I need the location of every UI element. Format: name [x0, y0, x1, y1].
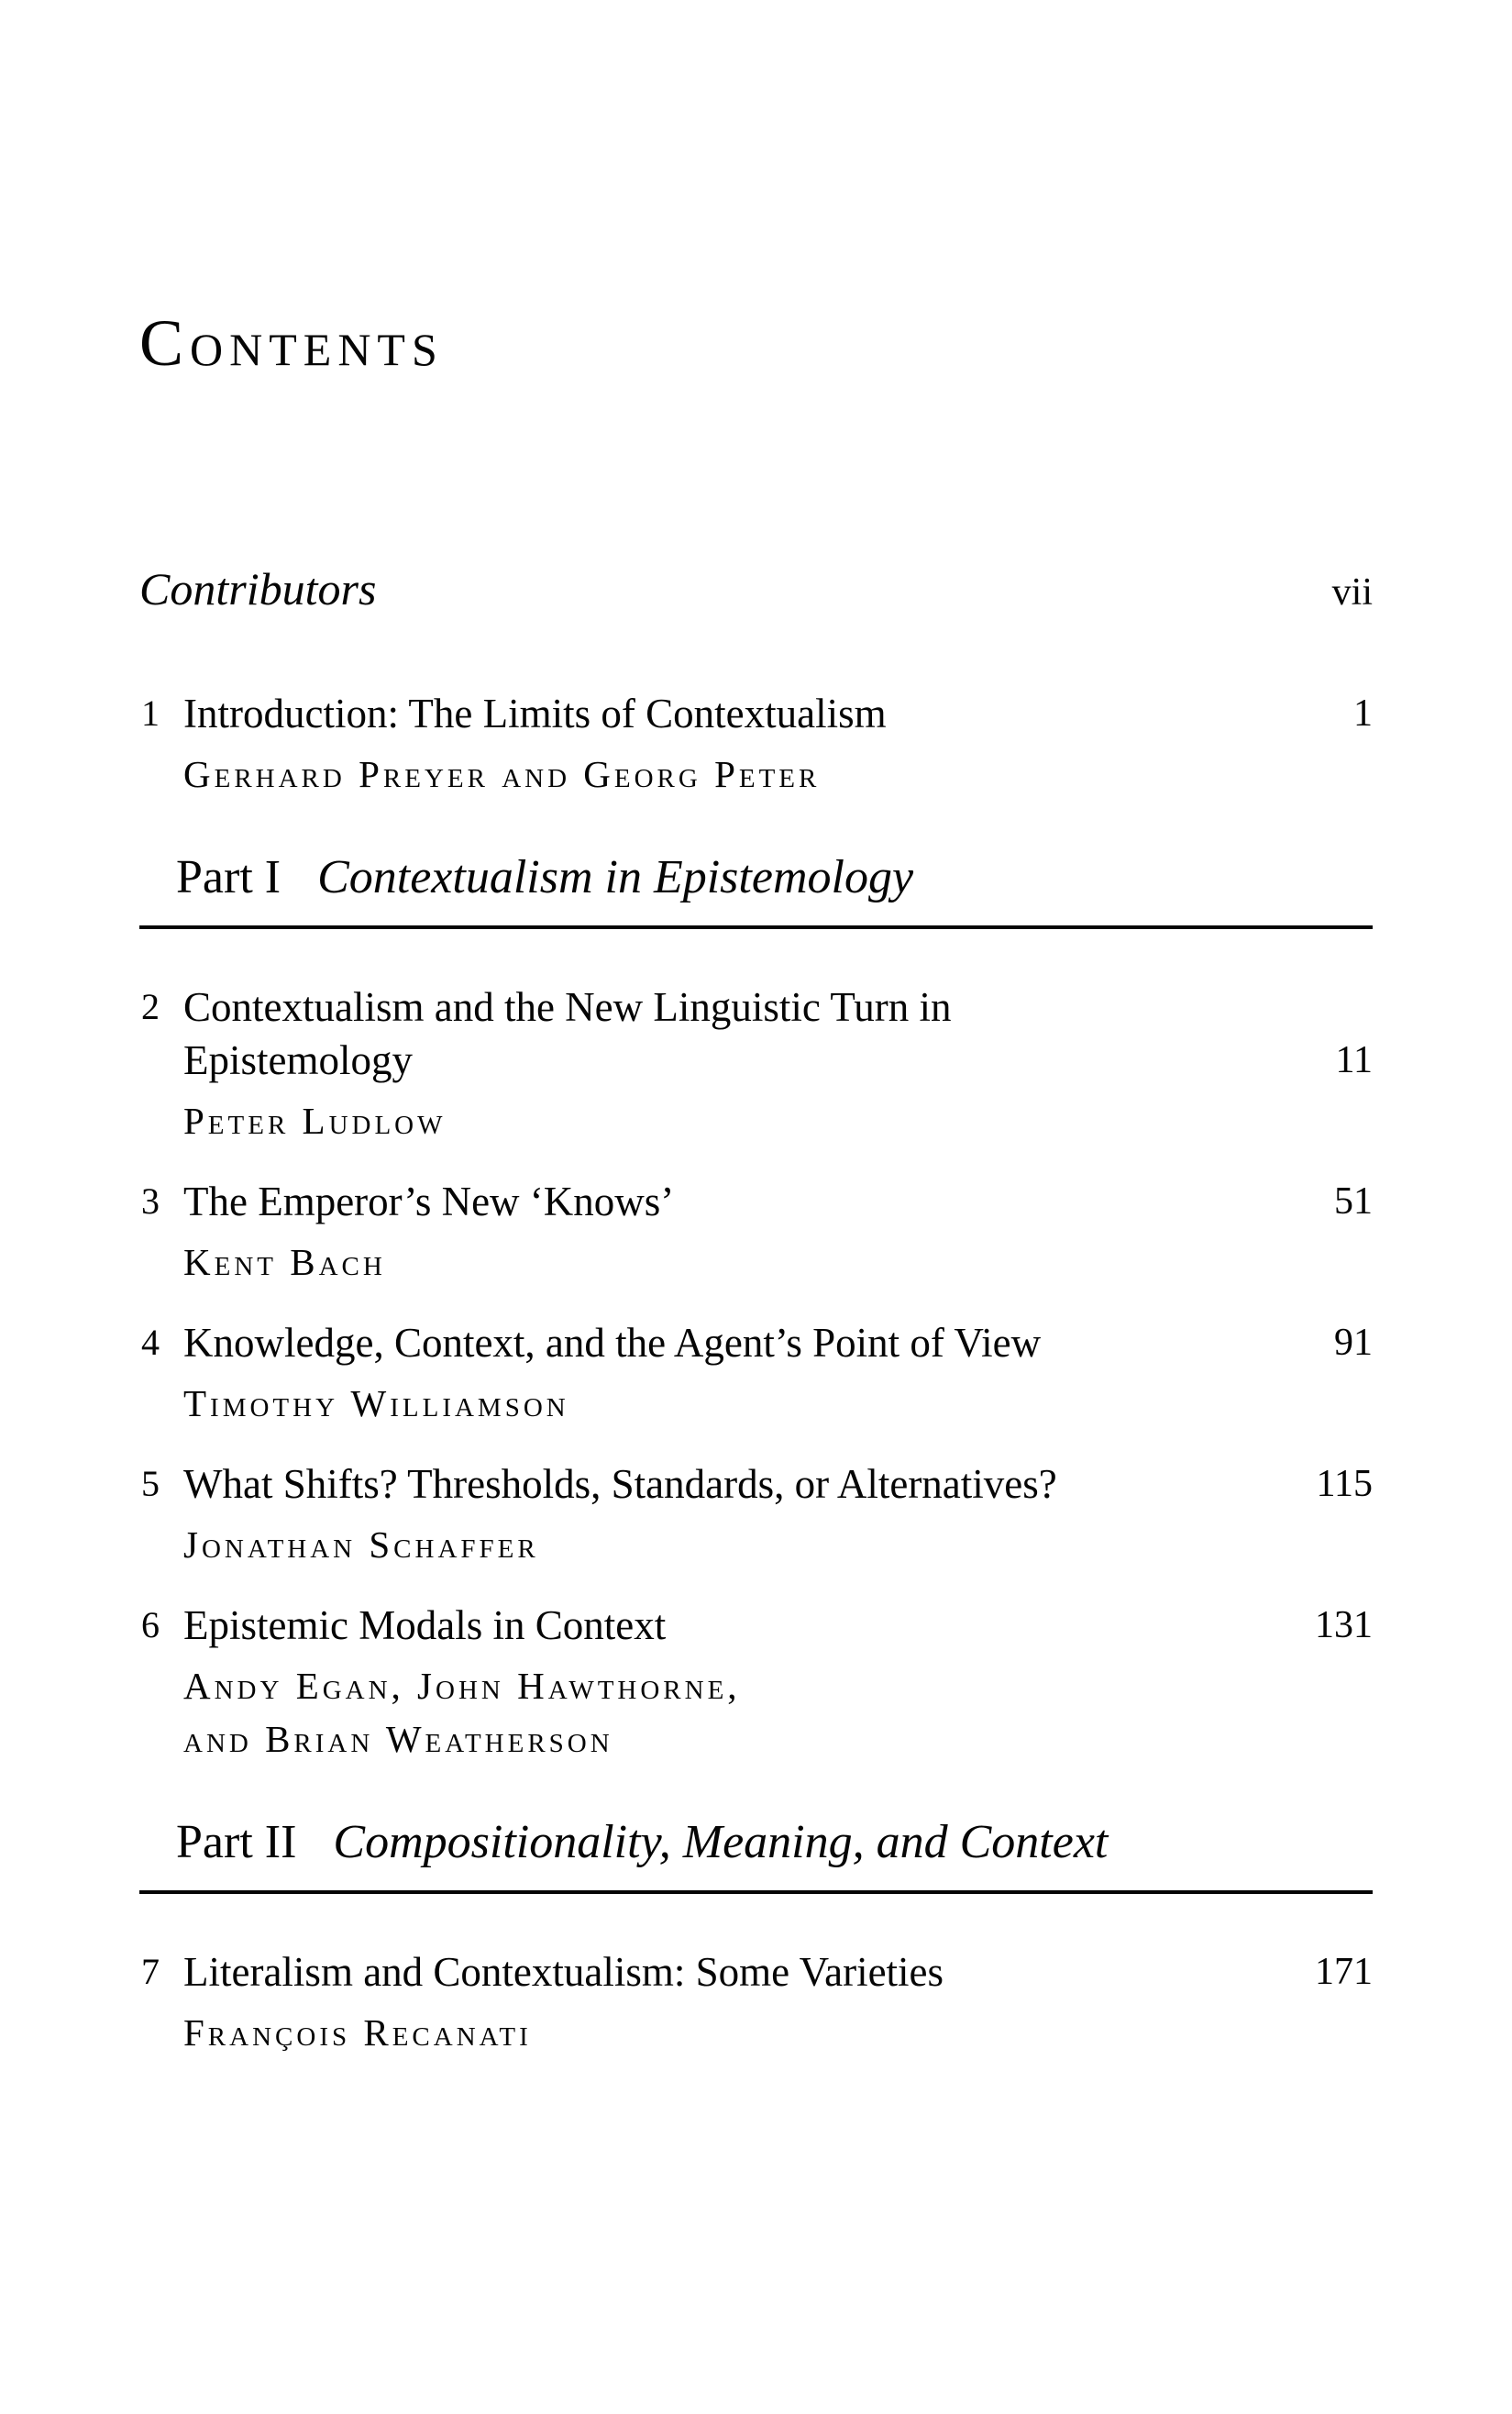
chapter-number: 5 [141, 1463, 160, 1504]
chapter-page-number: 115 [1316, 1463, 1373, 1505]
chapter-number: 6 [141, 1604, 160, 1645]
part-heading-1 [139, 852, 1373, 929]
chapter-title: Literalism and Contextualism: Some Varieties [183, 1949, 944, 1995]
contributors-label: Contributors [139, 563, 377, 615]
toc-entry-chapter-2 [139, 980, 1373, 1147]
toc-entry-contributors [139, 562, 1373, 619]
toc-entry-chapter-4 [139, 1316, 1373, 1430]
toc-entry-chapter-7 [139, 1945, 1373, 2059]
page-title: Contents [139, 306, 444, 380]
chapter-number: 3 [141, 1180, 160, 1222]
toc-entry-chapter-5 [139, 1457, 1373, 1571]
part-title: Compositionality, Meaning, and Context [333, 1816, 1109, 1868]
chapter-page-number: 131 [1315, 1604, 1373, 1646]
chapter-authors: Peter Ludlow [183, 1100, 447, 1142]
toc-entry-chapter-6 [139, 1599, 1373, 1766]
chapter-authors-line: and Brian Weatherson [183, 1718, 613, 1760]
chapter-title: The Emperor’s New ‘Knows’ [183, 1179, 675, 1224]
chapter-title-line: Contextualism and the New Linguistic Turn in [183, 984, 952, 1030]
chapter-authors: Timothy Williamson [183, 1382, 569, 1424]
chapter-authors: Jonathan Schaffer [183, 1523, 539, 1566]
chapter-authors-line: Andy Egan, John Hawthorne, [183, 1665, 741, 1707]
chapter-number: 2 [141, 986, 160, 1027]
chapter-page-number: 91 [1334, 1322, 1373, 1364]
chapter-number: 4 [141, 1322, 160, 1363]
chapter-page-number: 51 [1334, 1180, 1373, 1223]
part-divider-rule [139, 925, 1373, 929]
chapter-authors: Kent Bach [183, 1241, 386, 1283]
part-label: Part II [176, 1816, 297, 1868]
chapter-title-line: Epistemology [183, 1037, 413, 1083]
chapter-authors: François Recanati [183, 2011, 532, 2054]
chapter-number: 1 [141, 692, 160, 734]
chapter-page-number: 171 [1315, 1951, 1373, 1993]
part-title: Contextualism in Epistemology [317, 851, 914, 903]
contributors-page-number: vii [1331, 571, 1373, 614]
toc-entry-chapter-3 [139, 1175, 1373, 1289]
chapter-title: What Shifts? Thresholds, Standards, or Alternatives? [183, 1461, 1057, 1507]
part-label: Part I [176, 851, 281, 903]
chapter-number: 7 [141, 1951, 160, 1992]
part-divider-rule [139, 1890, 1373, 1894]
part-heading-2 [139, 1817, 1373, 1894]
chapter-title: Epistemic Modals in Context [183, 1602, 667, 1648]
chapter-page-number: 1 [1353, 692, 1373, 735]
chapter-page-number: 11 [1335, 1039, 1373, 1081]
chapter-title: Knowledge, Context, and the Agent’s Point of View [183, 1320, 1042, 1366]
chapter-title: Introduction: The Limits of Contextualism [183, 691, 887, 736]
chapter-authors: Gerhard Preyer and Georg Peter [183, 753, 821, 795]
toc-entry-chapter-1 [139, 687, 1373, 801]
